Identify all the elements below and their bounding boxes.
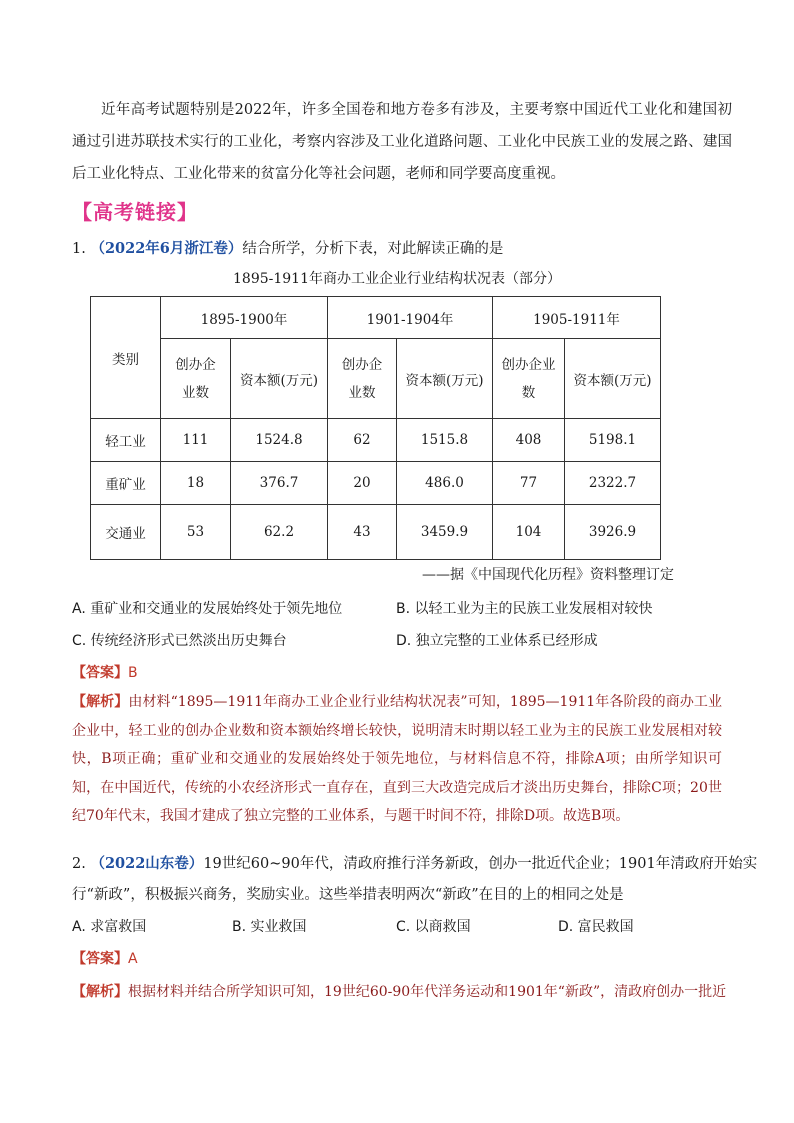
question-number: 1. [72,241,86,257]
table-cell: 486.0 [397,462,493,505]
answer-line [72,662,138,682]
table-cell: 62 [328,419,397,462]
analysis-text: 根据材料并结合所学知识可知，19世纪60-90年代洋务运动和1901年“新政”，清政府创办一批近 [128,984,727,1000]
analysis-text: 由材料“1895—1911年商办工业企业行业结构状况表”可知，1895—1911年各阶段的商办工业企业中，轻工业的创办企业数和资本额始终增长较快，说明清末时期以轻工业为主的民族工业发展相对较快，B项正确；重矿业和交通业的发展始终处于领先地位，与材料信息不符，排除A项；由所学知识可知，在中国近代，传统的小农经济形式一直存在，直到三大改造完成后才淡出历史舞台，排除C项；20世纪70年代末，我国才建成了独立完整的工业体系，与题干时间不符，排除D项。故选B项。 [72,694,722,825]
intro-paragraph: 近年高考试题特别是2022年，许多全国卷和地方卷多有涉及，主要考察中国近代工业化和建国初通过引进苏联技术实行的工业化，考察内容涉及工业化道路问题、工业化中民族工业的发展之路、建国后工业化特点、工业化带来的贫富分化等社会问题，老师和同学要高度重视。 [72,102,732,182]
row-label: 轻工业 [91,419,161,462]
column-header: 资本额(万元) [231,339,328,419]
table-row [91,419,661,462]
option-d: D. 独立完整的工业体系已经形成 [396,633,598,649]
question-number: 2. [72,856,86,872]
analysis-block [72,978,727,1007]
table-row [91,505,661,560]
table-cell: 408 [493,419,565,462]
table-cell: 5198.1 [565,419,661,462]
table-cell: 3926.9 [565,505,661,560]
table-cell: 3459.9 [397,505,493,560]
table-row [91,462,661,505]
question-2-stem-cont: 行“新政”，积极振兴商务，奖励实业。这些举措表明两次“新政”在目的上的相同之处是 [72,887,624,903]
column-header: 创办企业数 [161,339,231,419]
option-c: C. 以商救国 [396,919,471,935]
table-cell: 77 [493,462,565,505]
table-cell: 18 [161,462,231,505]
analysis-label: 【解析】 [72,984,128,1000]
table-cell: 20 [328,462,397,505]
question-text: 结合所学，分析下表，对此解读正确的是 [242,241,504,257]
question-text: 19世纪60~90年代，清政府推行洋务新政，创办一批近代企业；1901年清政府开始实 [203,856,758,872]
column-header: 资本额(万元) [565,339,661,419]
option-c: C. 传统经济形式已然淡出历史舞台 [72,633,287,649]
table-cell: 376.7 [231,462,328,505]
option-a: A. 重矿业和交通业的发展始终处于领先地位 [72,601,343,617]
option-a: A. 求富救国 [72,919,147,935]
analysis-block [72,688,722,831]
table-cell: 53 [161,505,231,560]
table-cell: 62.2 [231,505,328,560]
answer-line [72,948,138,968]
period-header: 1901-1904年 [328,297,493,339]
answer-value: A [128,951,138,967]
column-header: 创办企业数 [328,339,397,419]
table-cell: 1524.8 [231,419,328,462]
column-header: 资本额(万元) [397,339,493,419]
table-cell: 2322.7 [565,462,661,505]
question-2-stem [72,851,757,877]
option-d: D. 富民救国 [558,919,634,935]
data-table [90,296,661,560]
period-header: 1895-1900年 [161,297,328,339]
answer-label: 【答案】 [72,951,128,967]
row-label: 重矿业 [91,462,161,505]
table-caption: 1895-1911年商办工业企业行业结构状况表（部分） [233,271,561,287]
option-b: B. 以轻工业为主的民族工业发展相对较快 [396,601,653,617]
question-1-stem [72,236,503,262]
answer-label: 【答案】 [72,665,128,681]
table-cell: 43 [328,505,397,560]
row-label: 交通业 [91,505,161,560]
section-title: 【高考链接】 [72,200,198,224]
category-header: 类别 [91,297,161,419]
column-header: 创办企业数 [493,339,565,419]
table-source-note: ——据《中国现代化历程》资料整理订定 [422,567,674,583]
answer-value: B [128,665,138,681]
table-cell: 111 [161,419,231,462]
analysis-label: 【解析】 [72,694,129,710]
question-source: （2022山东卷） [90,855,204,872]
question-source: （2022年6月浙江卷） [90,240,243,257]
table-cell: 1515.8 [397,419,493,462]
period-header: 1905-1911年 [493,297,661,339]
table-cell: 104 [493,505,565,560]
option-b: B. 实业救国 [232,919,307,935]
